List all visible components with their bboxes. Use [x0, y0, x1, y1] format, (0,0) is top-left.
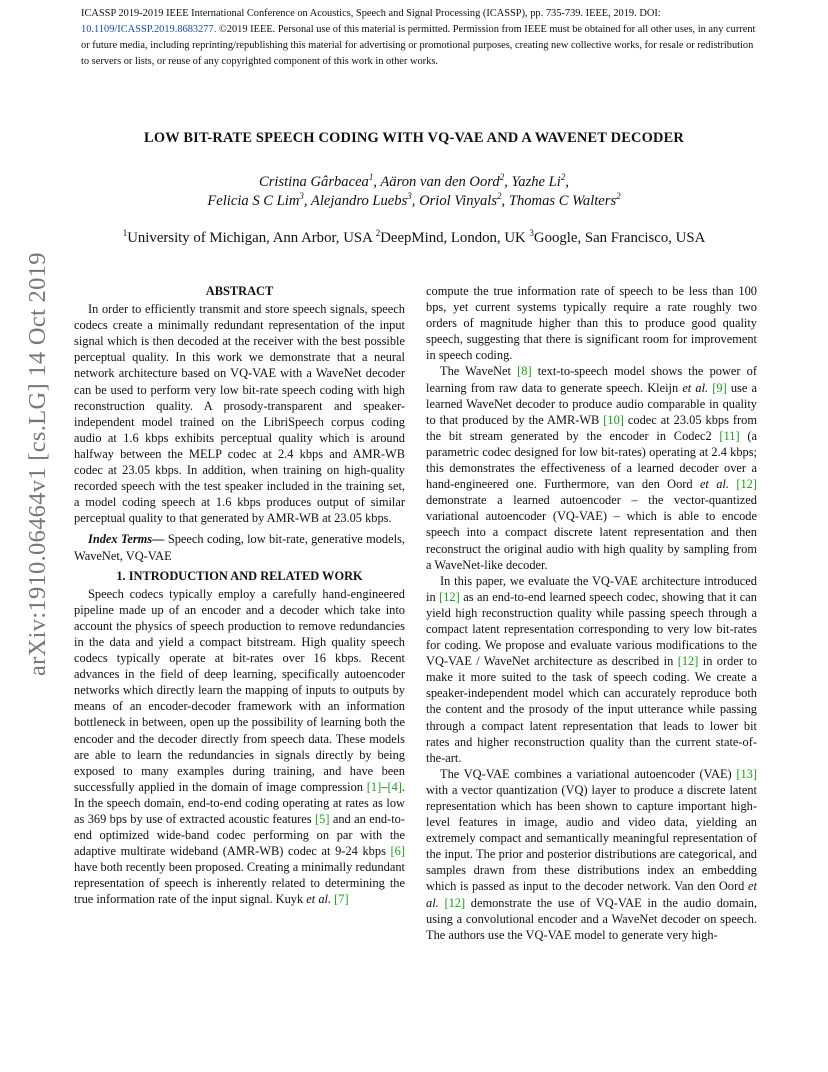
citation-link[interactable]: [6] [390, 844, 405, 859]
body-paragraph: The VQ-VAE combines a variational autoencoder (VAE) [13] with a vector quantization (VQ) layer to produce a discrete latent representation which has been shown to capture important high-level features in image, audio and video data, yielding an extremely compact and semantically meaningful representation of the input. The prior and posterior distributions are categorical, and samples drawn from these distributions index an embedding which is passed as input to the decoder network. Van den Oord et al. [12] demonstrate the use of VQ-VAE in the audio domain, using a convolutional encoder and a WaveNet decoder on speech. The authors use the VQ-VAE model to generate very high- [426, 766, 757, 942]
body-paragraph: The WaveNet [8] text-to-speech model shows the power of learning from raw data to generate speech. Kleijn et al. [9] use a learned WaveNet decoder to produce audio comparable in quality to that produced by the AMR-WB [10] codec at 23.05 kbps from the bit stream generated by the encoder in Codec2 [11] (a parametric codec designed for low bit-rates) operating at 2.4 kbps; this demonstrates the effectiveness of a learned decoder over a hand-engineered one. Furthermore, van den Oord et al. [12] demonstrate a learned autoencoder – the vector-quantized variational autoencoder (VQ-VAE) – which is able to encode speech into a compact discrete latent representation and then reconstruct the original audio with high quality by sampling from a WaveNet-like decoder. [426, 364, 757, 572]
citation-link[interactable]: [9] [712, 380, 727, 395]
body-paragraph: In this paper, we evaluate the VQ-VAE architecture introduced in [12] as an end-to-end learned speech codec, showing that it can yield high reconstruction quality while passing speech through a compact latent representation corresponding to very low bit-rates for coding. We propose and evaluate various modifications to the VQ-VAE / WaveNet architecture as described in [12] in order to make it more suited to the task of speech coding. We create a speaker-independent model which can accurately reproduce both the content and the prosody of the input utterance while passing through a compact latent representation that leads to lower bit rates and higher reconstruction quality than the current state-of-the-art. [426, 573, 757, 765]
affiliation: DeepMind, London, UK [380, 230, 530, 246]
paper-title: LOW BIT-RATE SPEECH CODING WITH VQ-VAE AND A WAVENET DECODER [144, 130, 684, 146]
citation-link[interactable]: [12] [444, 895, 466, 910]
abstract-text: In order to efficiently transmit and store speech signals, speech codecs create a minimally redundant representation of the input signal which is then decoded at the receiver with the best possible perceptual quality. In this work we demonstrate that a neural network architecture based on VQ-VAE with a WaveNet decoder can be used to perform very low bit-rate speech coding with high reconstruction quality. A prosody-transparent and speaker-independent model trained on the LibriSpeech corpus coding audio at 1.6 kbps exhibits perceptual quality which is around halfway between the MELP codec at 2.4 kbps and AMR-WB codec at 23.05 kbps. In addition, when training on high-quality recorded speech with the test speaker included in the training set, a model coding speech at 1.6 kbps produces output of similar perceptual quality to that generated by AMR-WB at 23.05 kbps. [74, 302, 405, 526]
doi-link[interactable]: 10.1109/ICASSP.2019.8683277. [81, 24, 217, 35]
author-list: Cristina Gârbacea$^1$, Aäron van den Oord$^2$, Yazhe Li$^2$, Felicia S C Lim$^3$, Alejandro Luebs$^3$, Oriol Vinyals$^2$, Thomas C Walters$^2$ [207, 172, 621, 209]
intro-paragraph: Speech codecs typically employ a carefully hand-engineered pipeline made up of an encoder and a decoder which take into account the physics of speech production to remove redundancies in the data and yield a compact bitstream. High quality speech codecs typically operate at bit-rates over 16 kbps. Recent advances in the field of deep learning, specifically autoencoder networks which directly learn the mapping of inputs to outputs by means of an encoder-decoder framework with an information bottleneck in between, open up the possibility of learning both the encoder and the decoder directly from speech data. These models are able to learn the redundancies in signals directly by being exposed to many examples during training, and have been successfully applied in the domain of image compression [1]–[4]. In the speech domain, end-to-end coding operating at rates as low as 369 bps by use of extracted acoustic features [5] and an end-to-end optimized wide-band codec performing on par with the adaptive multirate wideband (AMR-WB) codec at 9-24 kbps [6] have both recently been proposed. Creating a minimally redundant representation of speech is inherently related to determining the true information rate of the input signal. Kuyk et al. [7] [74, 586, 405, 907]
citation-link[interactable]: [12] [439, 589, 460, 604]
citation-link[interactable]: [1] [366, 779, 382, 794]
citation-link[interactable]: [7] [334, 892, 349, 907]
right-column [426, 283, 757, 943]
citation-link[interactable]: [5] [315, 812, 330, 826]
author-name: Yazhe Li [511, 174, 561, 190]
citation-link[interactable]: [12] [736, 477, 757, 492]
affiliations [60, 230, 768, 247]
author-name: Felicia S C Lim [207, 193, 300, 209]
body-paragraph: compute the true information rate of speech to be less than 100 bps, yet current systems typically require a rate roughly two orders of magnitude higher than this to produce good quality speech, suggesting that there is significant room for improvement in speech coding. [426, 284, 757, 363]
author-affil-mark: 3 [407, 191, 412, 202]
citation-link[interactable]: [11] [719, 428, 740, 443]
index-terms-label: Index Terms— [88, 532, 165, 547]
affil-mark: 3 [529, 228, 534, 239]
citation-link[interactable]: [4] [387, 779, 402, 794]
author-affil-mark: 2 [499, 172, 505, 183]
abstract-heading: ABSTRACT [205, 284, 274, 298]
index-terms [74, 531, 405, 563]
author-name: Thomas C Walters [508, 193, 617, 209]
citation-link[interactable]: [12] [677, 654, 699, 669]
author-affil-mark: 2 [497, 191, 502, 202]
author-name: Alejandro Luebs [310, 193, 408, 209]
affil-mark: 2 [375, 228, 381, 239]
affiliation: Google, San Francisco, USA [533, 230, 706, 246]
author-affil-mark: 1 [368, 172, 374, 183]
author-name: Oriol Vinyals [419, 193, 498, 209]
author-name: Aäron van den Oord [380, 174, 500, 190]
notice-line-1: ICASSP 2019-2019 IEEE International Conference on Acoustics, Speech and Signal Processing (ICASSP), pp. 735-739. IEEE, 2019. DOI: [81, 8, 661, 19]
author-affil-mark: 2 [616, 191, 621, 202]
affil-mark: 1 [122, 228, 128, 239]
author-name: Cristina Gârbacea [258, 174, 369, 190]
section-heading: 1. INTRODUCTION AND RELATED WORK [116, 568, 363, 583]
notice-line-2: ©2019 IEEE. Personal use of this material is permitted. Permission from IEEE must be obtained for all other uses, in any current or future media, including reprinting/republishing this material for advertising or promotional purposes, creating new collective works, for resale or redistribution to servers or lists, or reuse of any copyrighted component of this work in other works. [81, 24, 756, 67]
index-terms-text: Speech coding, low bit-rate, generative models, WaveNet, VQ-VAE [74, 532, 405, 563]
citation-link[interactable]: [10] [603, 412, 624, 427]
affiliation: University of Michigan, Ann Arbor, USA [127, 230, 376, 246]
citation-link[interactable]: [8] [517, 364, 532, 379]
left-column [74, 283, 405, 908]
author-affil-mark: 2 [560, 172, 566, 183]
author-affil-mark: 3 [299, 191, 304, 202]
copyright-notice [81, 6, 759, 70]
citation-link[interactable]: [13] [736, 766, 757, 781]
arxiv-identifier: arXiv:1910.06464v1 [cs.LG] 14 Oct 2019 [24, 252, 51, 676]
